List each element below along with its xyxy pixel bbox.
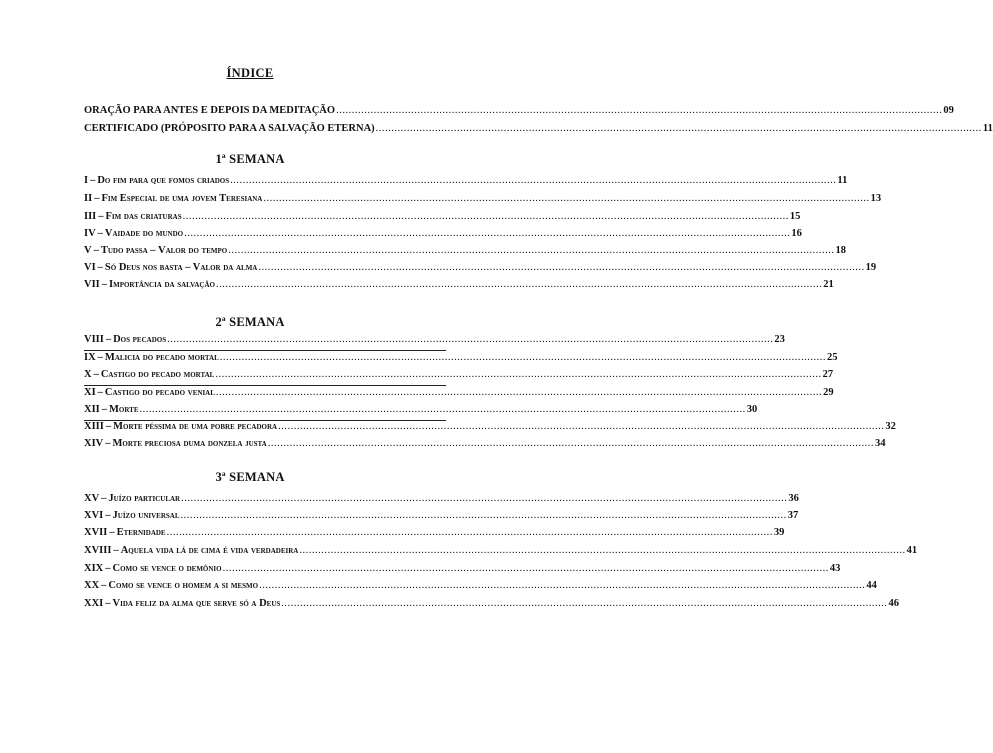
toc-entry-page: 32 [885,421,896,432]
toc-entry [84,211,801,227]
toc-entry-text: Fim Especial de uma jovem Teresiana [101,193,263,204]
toc-entry-number: V [84,245,92,256]
toc-entry-number: XXI [84,598,104,609]
toc-entry-text: Morte preciosa duma donzela justa [112,438,267,449]
dot-leader [258,262,864,273]
toc-entry-page: 44 [866,580,877,591]
toc-entry-certificate [84,123,993,139]
dot-leader [167,527,773,538]
toc-entry-separator: – [105,421,112,432]
toc-entry-page: 41 [906,545,918,556]
toc-entry-number: VII [84,279,100,290]
dot-leader [223,563,829,574]
toc-entry-text: Castigo do pecado venial [104,387,215,398]
toc-entry-text: Do fim para que fomos criados [97,175,230,186]
toc-entry-separator: – [113,545,119,556]
dot-leader [220,352,826,363]
toc-entry [84,352,838,368]
week-heading-3: 3ª SEMANA [215,470,285,484]
dot-leader [299,545,905,556]
toc-entry-page: 13 [870,193,882,204]
toc-entry-text: Só Deus nos basta – Valor da alma [104,262,258,273]
toc-entry [84,404,758,420]
toc-entry-separator: – [90,175,96,186]
index-title: ÍNDICE [226,66,274,80]
toc-entry-text: Como se vence o homem a si mesmo [108,580,259,591]
toc-entry-number: XII [84,404,100,415]
toc-entry-number: XX [84,580,100,591]
toc-entry-page: 19 [865,262,877,273]
toc-entry-text: Juízo particular [108,493,181,504]
toc-entry [84,545,918,561]
toc-entry-separator: – [97,387,103,398]
toc-entry-text: Tudo passa – Valor do tempo [100,245,228,256]
toc-entry-text: CERTIFICADO (PRÓPOSITO PARA A SALVAÇÃO ETERNA) [84,123,375,134]
dot-leader [228,245,834,256]
toc-entry-text: Fim das criaturas [105,211,182,222]
toc-entry-page: 25 [827,352,838,363]
week-heading-1: 1ª SEMANA [215,152,285,166]
toc-entry-separator: – [105,510,111,521]
toc-entry [84,334,785,350]
dot-leader [140,404,746,415]
toc-entry-number: VIII [84,334,104,345]
dot-leader [215,369,821,380]
toc-entry-number: XV [84,493,100,504]
toc-entry [84,228,802,244]
toc-entry-page: 11 [982,123,993,134]
toc-entry-separator: – [101,404,108,415]
toc-entry [84,580,877,596]
toc-entry [84,262,877,278]
dot-leader [167,334,773,345]
toc-entry-separator: – [101,279,108,290]
toc-entry-page: 29 [823,387,834,398]
dot-leader [184,228,790,239]
toc-entry-number: II [84,193,93,204]
toc-entry-text: Malicia do pecado mortal [104,352,219,363]
toc-entry [84,421,896,437]
toc-entry-text: Eternidade [116,527,166,538]
toc-entry-number: XIX [84,563,104,574]
dot-leader [230,175,836,186]
toc-entry-text: Vaidade do mundo [104,228,184,239]
toc-entry-number: XIV [84,438,104,449]
toc-entry-text: Importância da salvação [109,279,215,290]
toc-entry-page: 46 [888,598,900,609]
toc-entry-prayer [84,105,954,121]
dot-leader [263,193,869,204]
toc-entry [84,527,785,543]
toc-entry [84,438,886,454]
dot-leader [278,421,884,432]
toc-entry-separator: – [101,493,107,504]
toc-entry [84,193,882,209]
toc-entry-separator: – [98,211,104,222]
toc-entry-separator: – [109,527,115,538]
toc-entry-text: ORAÇÃO PARA ANTES E DEPOIS DA MEDITAÇÃO [84,105,336,116]
toc-entry-page: 34 [874,438,886,449]
toc-entry-separator: – [101,580,107,591]
toc-entry-number: VI [84,262,96,273]
toc-entry-separator: – [105,563,111,574]
toc-entry-page: 37 [787,510,799,521]
dot-leader [376,123,982,134]
line-separator [84,385,446,386]
dot-leader [281,598,887,609]
toc-entry [84,510,799,526]
toc-entry-page: 11 [837,175,848,186]
toc-entry-text: Vida feliz da alma que serve só a Deus [112,598,281,609]
toc-entry-page: 18 [835,245,846,256]
toc-entry-separator: – [105,438,111,449]
toc-entry-page: 09 [943,105,954,116]
dot-leader [181,510,787,521]
toc-entry-text: Morte péssima de uma pobre pecadora [113,421,278,432]
dot-leader [216,279,822,290]
toc-entry-page: 30 [746,404,758,415]
toc-entry-text: Como se vence o demônio [112,563,222,574]
toc-entry-page: 39 [773,527,785,538]
toc-entry-number: XI [84,387,96,398]
toc-entry-text: Juízo universal [112,510,180,521]
toc-entry-page: 15 [789,211,801,222]
toc-entry-number: XVIII [84,545,112,556]
toc-entry-page: 43 [829,563,841,574]
dot-leader [216,387,822,398]
dot-leader [268,438,874,449]
toc-entry-number: XIII [84,421,104,432]
toc-entry-separator: – [105,334,112,345]
toc-entry [84,598,900,614]
toc-entry-page: 36 [788,493,799,504]
toc-entry-separator: – [97,262,103,273]
dot-leader [181,493,787,504]
toc-entry-page: 16 [791,228,802,239]
toc-entry-separator: – [97,352,103,363]
toc-entry-number: X [84,369,92,380]
toc-entry-number: IX [84,352,96,363]
dot-leader [336,105,942,116]
toc-entry [84,563,841,579]
toc-entry-page: 27 [822,369,834,380]
toc-entry-number: IV [84,228,96,239]
toc-entry [84,175,848,191]
toc-entry-separator: – [105,598,111,609]
toc-entry [84,279,834,295]
toc-entry-text: Morte [109,404,139,415]
toc-entry-separator: – [93,369,99,380]
toc-entry-separator: – [93,245,99,256]
dot-leader [183,211,789,222]
line-separator [84,350,446,351]
week-heading-2: 2ª SEMANA [215,315,285,329]
toc-entry [84,369,834,385]
toc-entry [84,493,799,509]
toc-entry-separator: – [94,193,100,204]
toc-entry-number: XVII [84,527,108,538]
toc-entry-page: 21 [823,279,834,290]
toc-entry-text: Dos pecados [113,334,167,345]
toc-entry-text: Aquela vida lá de cima é vida verdadeira [120,545,299,556]
toc-entry-separator: – [97,228,103,239]
toc-entry-number: XVI [84,510,104,521]
toc-entry-text: Castigo do pecado mortal [100,369,215,380]
toc-entry-page: 23 [774,334,785,345]
dot-leader [259,580,865,591]
toc-entry-number: I [84,175,89,186]
toc-entry [84,387,834,403]
toc-entry-number: III [84,211,97,222]
toc-entry [84,245,846,261]
